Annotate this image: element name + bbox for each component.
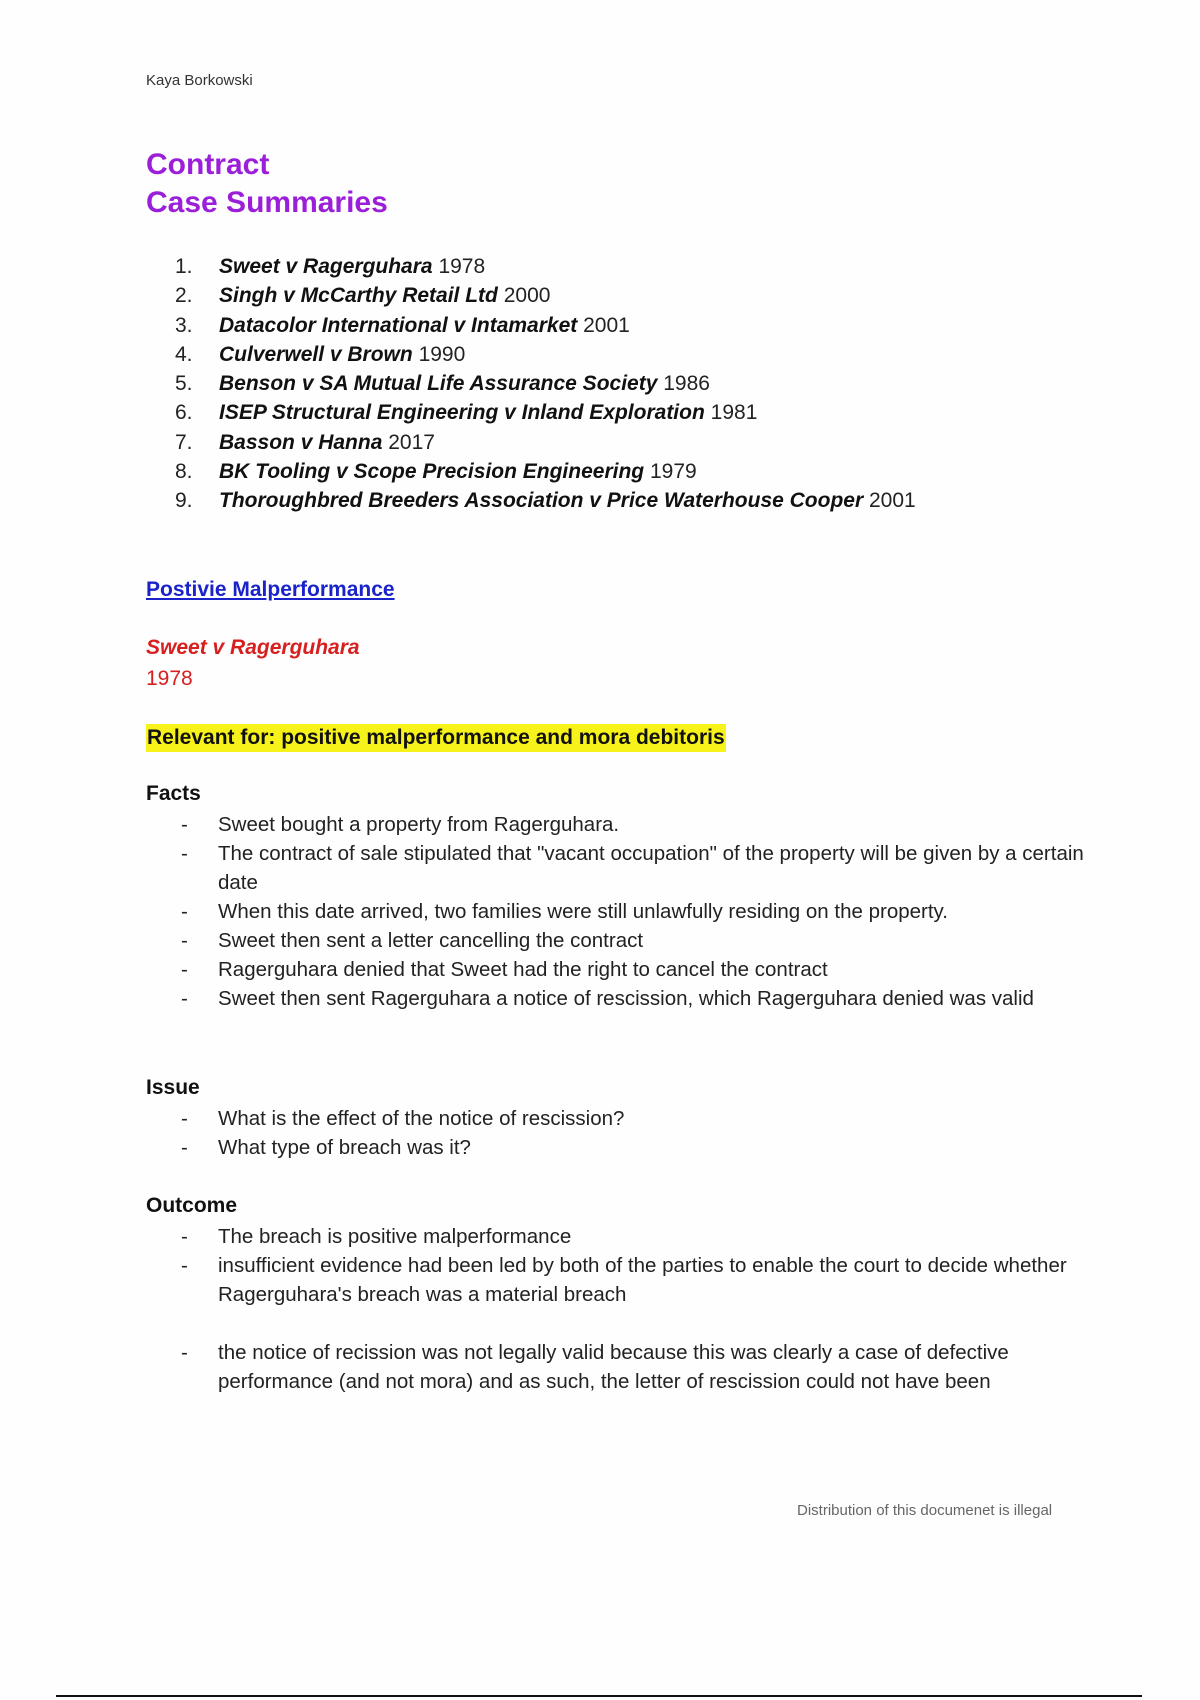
relevance-highlight: Relevant for: positive malperformance and mora debitoris <box>146 724 726 752</box>
bullet-dash: - <box>181 1254 188 1277</box>
issue-text: What type of breach was it? <box>218 1136 471 1159</box>
case-year: 2000 <box>503 284 551 308</box>
document-title <box>146 146 388 222</box>
case-list <box>175 252 916 516</box>
fact-text: The contract of sale stipulated that "vacant occupation" of the property will be given by a certain date <box>218 842 1084 894</box>
title-line-2: Case Summaries <box>146 186 388 219</box>
bullet-dash: - <box>181 813 188 836</box>
bullet-dash: - <box>181 929 188 952</box>
case-list-item <box>175 428 916 457</box>
case-list-item <box>175 486 916 515</box>
fact-text: Sweet bought a property from Ragerguhara. <box>218 813 620 836</box>
outcome-list <box>146 1222 1096 1396</box>
bullet-dash: - <box>181 900 188 923</box>
list-item <box>146 1338 1096 1396</box>
author-name: Kaya Borkowski <box>146 72 253 89</box>
case-title: Sweet v Ragerguhara <box>219 255 433 278</box>
footer-notice: Distribution of this documenet is illegal <box>797 1502 1053 1519</box>
outcome-text: insufficient evidence had been led by both of the parties to enable the court to decide whether Ragerguhara's breach was a material breach <box>218 1254 1067 1306</box>
issue-heading: Issue <box>146 1076 200 1099</box>
section-heading-link[interactable]: Postivie Malperformance <box>146 578 395 601</box>
bullet-dash: - <box>181 842 188 865</box>
bullet-dash: - <box>181 1341 188 1364</box>
case-heading: Sweet v Ragerguhara <box>146 636 360 659</box>
issue-list <box>146 1104 1096 1162</box>
case-title: Thoroughbred Breeders Association v Price Waterhouse Cooper <box>219 489 864 513</box>
outcome-text: the notice of recission was not legally valid because this was clearly a case of defective performance (and not mora) and as such, the letter of rescission could not have been <box>218 1341 1009 1393</box>
fact-text: When this date arrived, two families were still unlawfully residing on the property. <box>218 900 948 923</box>
list-item <box>146 926 1096 955</box>
bullet-dash: - <box>181 1225 188 1248</box>
list-number: 5. <box>175 372 193 396</box>
case-list-item <box>175 340 916 369</box>
list-item <box>146 897 1096 926</box>
fact-text: Sweet then sent Ragerguhara a notice of rescission, which Ragerguhara denied was valid <box>218 987 1034 1010</box>
list-item <box>146 839 1096 897</box>
case-title: Basson v Hanna <box>219 430 383 454</box>
outcome-heading: Outcome <box>146 1194 238 1217</box>
list-item <box>146 1222 1096 1251</box>
case-year: 1978 <box>438 255 486 278</box>
list-number: 1. <box>175 255 193 278</box>
case-title: ISEP Structural Engineering v Inland Exploration <box>219 401 705 425</box>
case-title: Benson v SA Mutual Life Assurance Society <box>219 372 658 396</box>
case-list-item <box>175 252 916 281</box>
bullet-dash: - <box>181 1107 188 1130</box>
list-number: 4. <box>175 342 193 366</box>
list-item <box>146 1251 1096 1309</box>
title-line-1: Contract <box>146 148 270 181</box>
case-title: BK Tooling v Scope Precision Engineering <box>219 460 645 484</box>
list-item <box>146 955 1096 984</box>
list-number: 2. <box>175 284 193 308</box>
list-item <box>146 1133 1096 1162</box>
list-item <box>146 810 1096 839</box>
bullet-dash: - <box>181 958 188 981</box>
list-number: 9. <box>175 489 193 513</box>
case-list-item <box>175 281 916 310</box>
issue-text: What is the effect of the notice of rescission? <box>218 1107 625 1130</box>
facts-heading: Facts <box>146 782 201 805</box>
case-year: 1990 <box>418 342 466 366</box>
fact-text: Ragerguhara denied that Sweet had the right to cancel the contract <box>218 958 828 981</box>
list-item <box>146 1104 1096 1133</box>
list-number: 6. <box>175 401 193 425</box>
list-item <box>146 984 1096 1013</box>
case-title: Culverwell v Brown <box>219 342 413 366</box>
case-title: Datacolor International v Intamarket <box>219 313 578 337</box>
bullet-dash: - <box>181 1136 188 1159</box>
outcome-text: The breach is positive malperformance <box>218 1225 572 1248</box>
case-list-item <box>175 398 916 427</box>
case-year: 1986 <box>663 372 710 396</box>
list-number: 3. <box>175 313 193 337</box>
case-heading-year: 1978 <box>146 667 193 690</box>
case-year: 1979 <box>649 460 697 484</box>
list-number: 7. <box>175 430 193 454</box>
case-year: 1981 <box>710 401 758 425</box>
case-list-item <box>175 369 916 398</box>
facts-list <box>146 810 1096 1013</box>
bullet-dash: - <box>181 987 188 1010</box>
case-year: 2001 <box>583 313 630 337</box>
list-number: 8. <box>175 460 193 484</box>
fact-text: Sweet then sent a letter cancelling the contract <box>218 929 644 952</box>
case-year: 2017 <box>388 430 435 454</box>
case-list-item <box>175 311 916 340</box>
case-year: 2001 <box>868 489 916 513</box>
case-title: Singh v McCarthy Retail Ltd <box>219 284 498 308</box>
case-list-item <box>175 457 916 486</box>
page-bottom-divider <box>56 1695 1142 1697</box>
